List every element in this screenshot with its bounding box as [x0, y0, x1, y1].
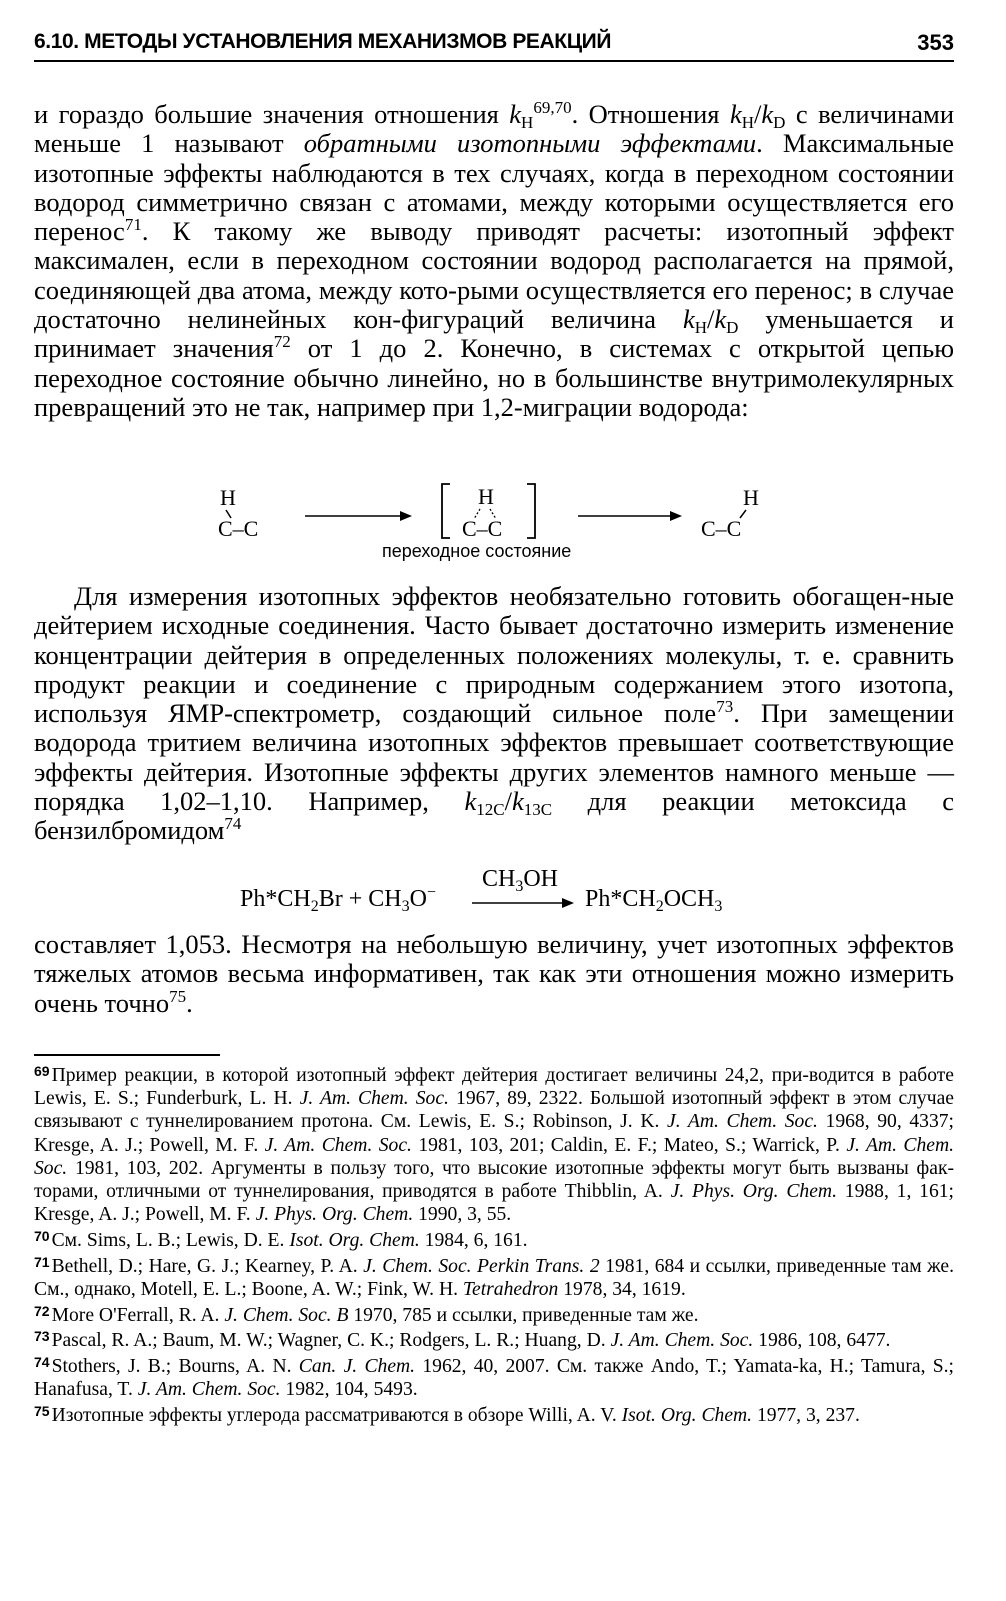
text-run: уменьшается и принимает значения — [34, 304, 954, 364]
footnote-70: $^{70}$ См. Sims, L. B.; Lewis, D. E. Isot. Org. Chem. 1984, 6, 161. — [34, 1227, 528, 1251]
footnote-rule — [34, 1054, 220, 1056]
k-symbol: k — [512, 786, 524, 817]
text-run: . Отношения — [571, 99, 730, 129]
k-symbol: k — [714, 304, 727, 335]
subscript-d: D — [773, 113, 786, 132]
equation-reactants: $Ph*CH_2Br + CH_3O^-$ — [240, 884, 436, 915]
k-symbol: k — [682, 304, 695, 335]
arrow-2-head — [670, 511, 682, 521]
migration-scheme — [200, 478, 800, 570]
footnote-71: $^{71}$ Bethell, D.; Hare, G. J.; Kearney, P. A. J. Chem. Soc. Perkin Trans. 2 1981, 684 и ссылки, приведенные там же. См., однако, Motell, E. L.; Boone, A. W.; Fink, W. H. Tetrahedron 1978, 34, 1619. — [34, 1253, 954, 1300]
hydrogen-end: H — [743, 485, 759, 510]
equation-condition: $CH_3OH$ — [482, 866, 559, 895]
paragraph-measurement: Для измерения изотопных эффектов необязательно готовить обогащен-ные дейтерием исходные соединения. Часто бывает достаточно измерить изменение концентрации дейтерия в определенных положениях молекулы, т. е. сравнить продукт реакции и соединение с природным содержанием этого изотопа, используя ЯМР-спектрометр, создающий сильное поле$^{73}$. При замещении водорода тритием величина изотопных эффектов превышает соответствующие эффекты дейтерия. Изотопные эффекты других элементов намного меньше — порядка 1,02–1,10. Например, $k_{12C}/k_{13C}$ для реакции метоксида с бензилбромидом$^{74}$ — [34, 581, 955, 846]
text-run: . При замещении водорода тритием величина изотопных эффектов превышает соответствующие эффекты дейтерия. Изотопные эффекты других элементов намного меньше — порядка 1,02–1,10. Например, — [34, 698, 955, 817]
footnote-ref-75[interactable]: 75 — [169, 986, 187, 1006]
paragraph-isotope-effects: и гораздо большие значения отношения $k_H^{69,70}$. Отношения $k_H/k_D$ с величинами меньше 1 называют обратными изотопными эффектами. Максимальные изотопные эффекты наблюдаются в тех случаях, когда в переходном состоянии водород симметрично связан с атомами, между которыми осуществляется его перенос$^{71}$. К такому же выводу приводят расчеты: изотопный эффект максимален, если в переходном состоянии водород располагается на прямой, соединяющей два атома, между кото-рыми осуществляется его перенос; в случае достаточно нелинейных кон-фигураций величина $k_H/k_D$ уменьшается и принимает значения$^{72}$ от 1 до 2. Конечно, в системах с открытой цепью переходное состояние обычно линейно, но в большинстве внутримолекулярных превращений это не так, например при 1,2-миграции водорода: — [34, 98, 955, 422]
text-run: . Максимальные изотопные эффекты наблюдаются в тех случаях, когда в переходном состоянии водород симметрично связан с атомами, между которыми осуществляется его перенос — [34, 128, 955, 247]
subscript-d: D — [726, 318, 739, 338]
page-number: 353 — [917, 30, 954, 55]
hydrogen-start: H — [220, 485, 236, 510]
equation-product: $Ph*CH_2OCH_3$ — [585, 886, 723, 915]
carbon-chain-transition: C–C — [462, 516, 503, 541]
footnote-ref-71[interactable]: 71 — [124, 215, 142, 235]
text-run: . — [186, 987, 193, 1018]
transition-state-label: переходное состояние — [382, 541, 572, 561]
mass-12: 12 — [476, 800, 494, 820]
k-symbol: k — [729, 99, 742, 129]
footnote-69: $^{69}$ Пример реакции, в которой изотопный эффект дейтерия достигает величины 24,2, при-водится в работе Lewis, E. S.; Funderburk, L. H. J. Am. Chem. Soc. 1967, 89, 2322. Большой изотопный эффект в этом случае связывают с туннелированием протона. См. Lewis, E. S.; Robinson, J. K. J. Am. Chem. Soc. 1968, 90, 4337; Kresge, A. J.; Powell, M. F. J. Am. Chem. Soc. 1981, 103, 201; Caldin, E. F.; Mateo, S.; Warrick, P. J. Am. Chem. Soc. 1981, 103, 202. Аргументы в пользу того, что высокие изотопные эффекты могут быть вызваны фак-торами, отличными от туннелирования, приводятся в работе Thibblin, A. J. Phys. Org. Chem. 1988, 1, 161; Kresge, A. J.; Powell, M. F. J. Phys. Org. Chem. 1990, 3, 55. — [34, 1063, 954, 1226]
carbon-chain-start: C–C — [218, 516, 259, 541]
footnote-72: $^{72}$ More O'Ferrall, R. A. J. Chem. Soc. B 1970, 785 и ссылки, приведенные там же. — [34, 1302, 699, 1326]
subscript-h: H — [741, 113, 754, 132]
footnote-ref-73[interactable]: 73 — [716, 697, 734, 717]
text-run: для реакции метоксида с бензилбромидом — [34, 786, 954, 846]
text-run: Для измерения изотопных эффектов необязательно готовить обогащен-ные дейтерием исходные соединения. Часто бывает достаточно измерить изменение концентрации дейтерия в определенных положениях молекулы, т. е. сравнить продукт реакции и соединение с природным содержанием этого изотопа, используя ЯМР-спектрометр, создающий сильное поле — [34, 581, 954, 729]
footnote-ref-72[interactable]: 72 — [273, 332, 291, 352]
arrow-1-head — [400, 511, 412, 521]
text-run: и гораздо большие значения отношения — [34, 99, 510, 129]
text-run: от 1 до 2. Конечно, в системах с открытой цепью переходное состояние обычно линейно, но в большинстве внутримолекулярных превращений это не так, например при 1,2-миграции водорода: — [34, 333, 954, 422]
subscript-c: C — [540, 800, 553, 820]
running-head: 6.10. МЕТОДЫ УСТАНОВЛЕНИЯ МЕХАНИЗМОВ РЕАКЦИЙ — [34, 30, 612, 53]
subscript-c: C — [493, 800, 505, 820]
footnote-73: $^{73}$ Pascal, R. A.; Baum, M. W.; Wagner, C. K.; Rodgers, L. R.; Huang, D. J. Am. Chem. Soc. 1986, 108, 6477. — [34, 1328, 891, 1352]
k-symbol: k — [761, 99, 774, 129]
text-run: составляет 1,053. Несмотря на небольшую величину, учет изотопных эффектов тяжелых атомов весьма информативен, так как эти отношения можно измерить очень точно — [34, 929, 954, 1018]
footnote-75: $^{75}$ Изотопные эффекты углерода рассматриваются в обзоре Willi, A. V. Isot. Org. Chem. 1977, 3, 237. — [34, 1402, 860, 1426]
equation-arrow — [472, 896, 576, 910]
subscript-h: H — [694, 318, 708, 338]
header-rule — [34, 60, 954, 62]
page-header — [34, 30, 954, 64]
bracket-left — [442, 484, 450, 538]
footnote-74: $^{74}$ Stothers, J. B.; Bourns, A. N. Can. J. Chem. 1962, 40, 2007. См. также Ando, T.; Yamata-ka, H.; Tamura, S.; Hanafusa, T. J. Am. Chem. Soc. 1982, 104, 5493. — [34, 1353, 954, 1401]
hydrogen-transition: H — [478, 484, 494, 509]
paragraph-heavy-atoms — [34, 930, 954, 1018]
emphasis-inverse-isotope-effects: обратными изотопными эффектами — [303, 128, 757, 159]
text-run: с величинами меньше 1 называют — [34, 99, 954, 159]
k-symbol: k — [464, 786, 477, 817]
carbon-chain-end: C–C — [701, 516, 742, 541]
k-symbol: k — [509, 99, 522, 129]
text-run: . К такому же выводу приводят расчеты: изотопный эффект максимален, если в переходном состоянии водород располагается на прямой, соединяющей два атома, между кото-рыми осуществляется его перенос; в случае достаточно нелинейных кон-фигураций величина — [34, 216, 954, 335]
footnote-ref-69-70[interactable]: 69,70 — [533, 98, 572, 117]
mass-13: 13 — [523, 800, 541, 820]
footnotes — [34, 1064, 954, 1430]
footnote-ref-74[interactable]: 74 — [224, 814, 242, 834]
bracket-right — [527, 484, 535, 538]
subscript-h: H — [521, 113, 534, 132]
methoxide-equation — [240, 866, 800, 926]
